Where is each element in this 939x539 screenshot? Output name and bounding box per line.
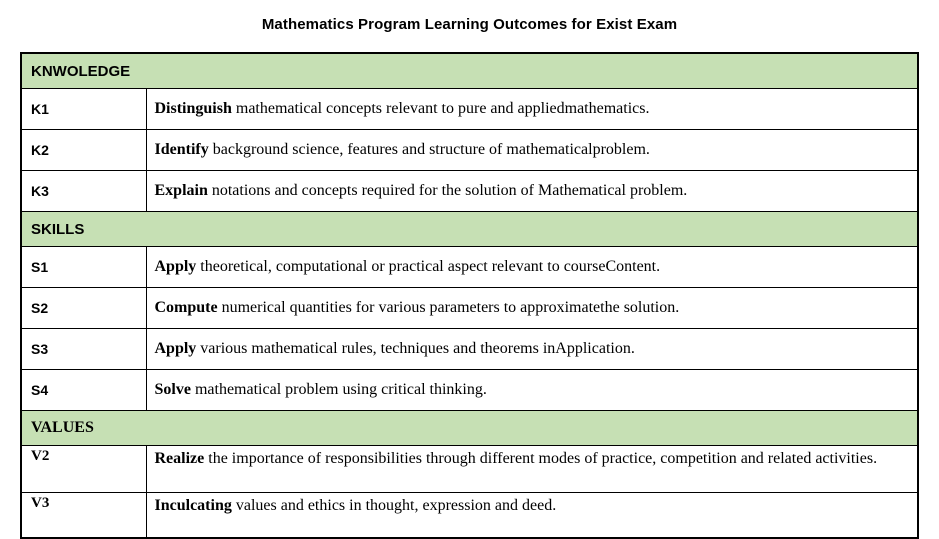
outcome-code: V2 (21, 446, 146, 493)
action-keyword: Apply (154, 340, 197, 357)
description-text: mathematical concepts relevant to pure and appliedmathematics. (231, 100, 650, 117)
description-text: the importance of responsibilities through different modes of practice, competition and related activities. (204, 450, 878, 467)
outcome-code: V3 (21, 493, 146, 539)
table-row-s1 (21, 247, 918, 288)
outcome-code: S4 (21, 370, 146, 411)
outcome-description (146, 288, 918, 329)
action-keyword: Explain (154, 182, 208, 199)
description-text: values and ethics in thought, expression and deed. (231, 497, 557, 514)
action-keyword: Solve (154, 381, 191, 398)
action-keyword: Identify (154, 141, 209, 158)
outcome-description (146, 89, 918, 130)
action-keyword: Distinguish (154, 100, 232, 117)
description-text: various mathematical rules, techniques and theorems inApplication. (196, 340, 635, 357)
page-title: Mathematics Program Learning Outcomes for Exist Exam (261, 16, 678, 33)
action-keyword: Realize (154, 450, 205, 467)
outcome-description (146, 130, 918, 171)
table-row-v3 (21, 493, 918, 539)
outcome-code: S1 (21, 247, 146, 288)
section-header-values: VALUES (21, 411, 918, 446)
section-header-knowledge: KNWOLEDGE (21, 53, 918, 89)
outcome-description (146, 247, 918, 288)
outcome-code: K1 (21, 89, 146, 130)
section-header-row-knowledge (21, 53, 918, 89)
outcome-description (146, 171, 918, 212)
section-header-row-values (21, 411, 918, 446)
section-header-row-skills (21, 212, 918, 247)
action-keyword: Inculcating (154, 497, 232, 514)
outcome-description (146, 329, 918, 370)
table-row-k1 (21, 89, 918, 130)
outcome-code: K3 (21, 171, 146, 212)
outcome-description (146, 446, 918, 493)
description-text: numerical quantities for various parameters to approximatethe solution. (217, 299, 680, 316)
table-row-s3 (21, 329, 918, 370)
outcome-description (146, 370, 918, 411)
action-keyword: Apply (154, 258, 197, 275)
description-text: background science, features and structure of mathematicalproblem. (208, 141, 650, 158)
table-row-k3 (21, 171, 918, 212)
action-keyword: Compute (154, 299, 218, 316)
section-header-skills: SKILLS (21, 212, 918, 247)
outcome-code: S2 (21, 288, 146, 329)
description-text: notations and concepts required for the solution of Mathematical problem. (207, 182, 688, 199)
table-row-v2 (21, 446, 918, 493)
description-text: mathematical problem using critical thinking. (190, 381, 487, 398)
table-row-k2 (21, 130, 918, 171)
table-row-s2 (21, 288, 918, 329)
outcome-code: S3 (21, 329, 146, 370)
learning-outcomes-table (20, 52, 919, 539)
table-row-s4 (21, 370, 918, 411)
outcome-description (146, 493, 918, 539)
description-text: theoretical, computational or practical aspect relevant to courseContent. (196, 258, 661, 275)
outcome-code: K2 (21, 130, 146, 171)
